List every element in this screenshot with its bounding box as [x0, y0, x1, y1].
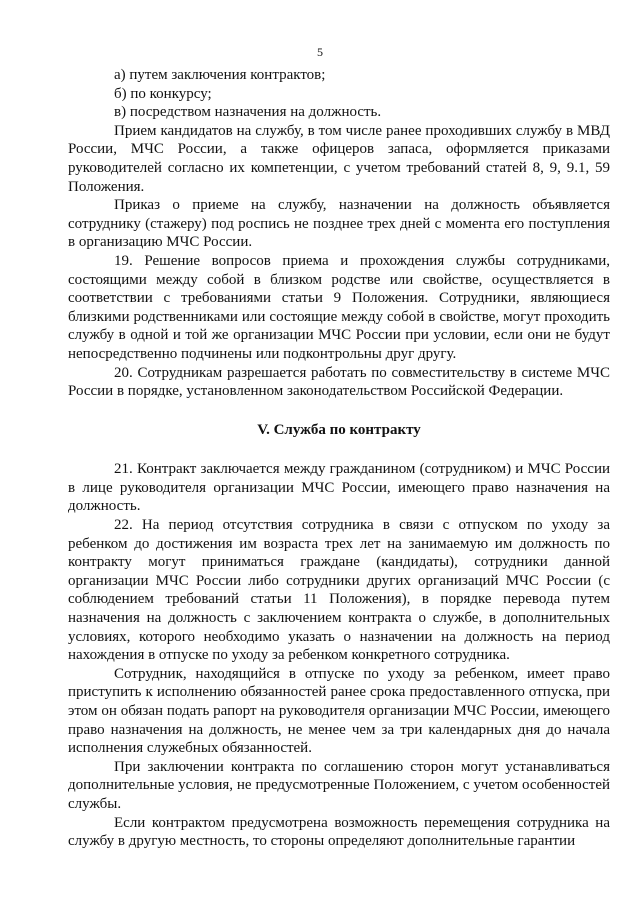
list-item-a: а) путем заключения контрактов; [114, 67, 326, 83]
paragraph-clause-20: 20. Сотрудникам разрешается работать по совместительству в системе МЧС России в порядке, установленном законодательством Российской Федерации. [68, 364, 610, 400]
list-item-b: б) по конкурсу; [114, 85, 212, 102]
paragraph-additional-conditions: При заключении контракта по соглашению сторон могут устанавливаться дополнительные условия, не предусмотренные Положением, с учетом особенностей службы. [68, 758, 610, 812]
document-body [68, 66, 610, 851]
section-heading: V. Служба по контракту [257, 421, 421, 438]
paragraph-clause-19: 19. Решение вопросов приема и прохождения службы сотрудниками, состоящими между собой в близком родстве или свойстве, осуществляется в соответствии с требованиями статьи 9 Положения. Сотрудники, являющиеся близкими родственниками или состоящие между собой в свойстве, могут проходить службу в одной и той же организации МЧС России при условии, если они не будут непосредственно подчинены или подконтрольны друг другу. [68, 252, 610, 362]
paragraph-return-from-leave: Сотрудник, находящийся в отпуске по уходу за ребенком, имеет право приступить к исполнению обязанностей ранее срока предоставленного отпуска, при этом он обязан подать рапорт на руководителя организации МЧС России, имеющего право назначения на должность, не менее чем за три календарных дня до начала исполнения служебных обязанностей. [68, 665, 610, 757]
paragraph-clause-21: 21. Контракт заключается между гражданином (сотрудником) и МЧС России в лице руководителя организации МЧС России, имеющего право назначения на должность. [68, 461, 610, 515]
paragraph-clause-22: 22. На период отсутствия сотрудника в связи с отпуском по уходу за ребенком до достижения им возраста трех лет на занимаемую им должность по контракту могут приниматься граждане (кандидаты), сотрудники данной организации МЧС России либо сотрудники других организаций МЧС России (с соблюдением требований статьи 11 Положения), в порядке перевода путем назначения на должность с заключением контракта о службе, в дополнительных условиях, которого необходимо указать о назначении на должность на период нахождения в отпуске по уходу за ребенком конкретного сотрудника. [68, 517, 610, 664]
list-item-c: в) посредством назначения на должность. [114, 104, 382, 121]
paragraph-relocation-guarantees: Если контрактом предусмотрена возможность перемещения сотрудника на службу в другую местность, то стороны определяют дополнительные гарантии [68, 814, 610, 850]
paragraph-admission-order: Приказ о приеме на службу, назначении на должность объявляется сотруднику (стажеру) под роспись не позднее трех дней с момента его поступления в организацию МЧС России. [68, 197, 610, 251]
page-number: 5 [317, 45, 323, 59]
paragraph-candidates-admission: Прием кандидатов на службу, в том числе ранее проходивших службу в МВД России, МЧС России, а также офицеров запаса, оформляется приказами руководителей согласно их компетенции, с учетом требований статей 8, 9, 9.1, 59 Положения. [68, 122, 610, 195]
